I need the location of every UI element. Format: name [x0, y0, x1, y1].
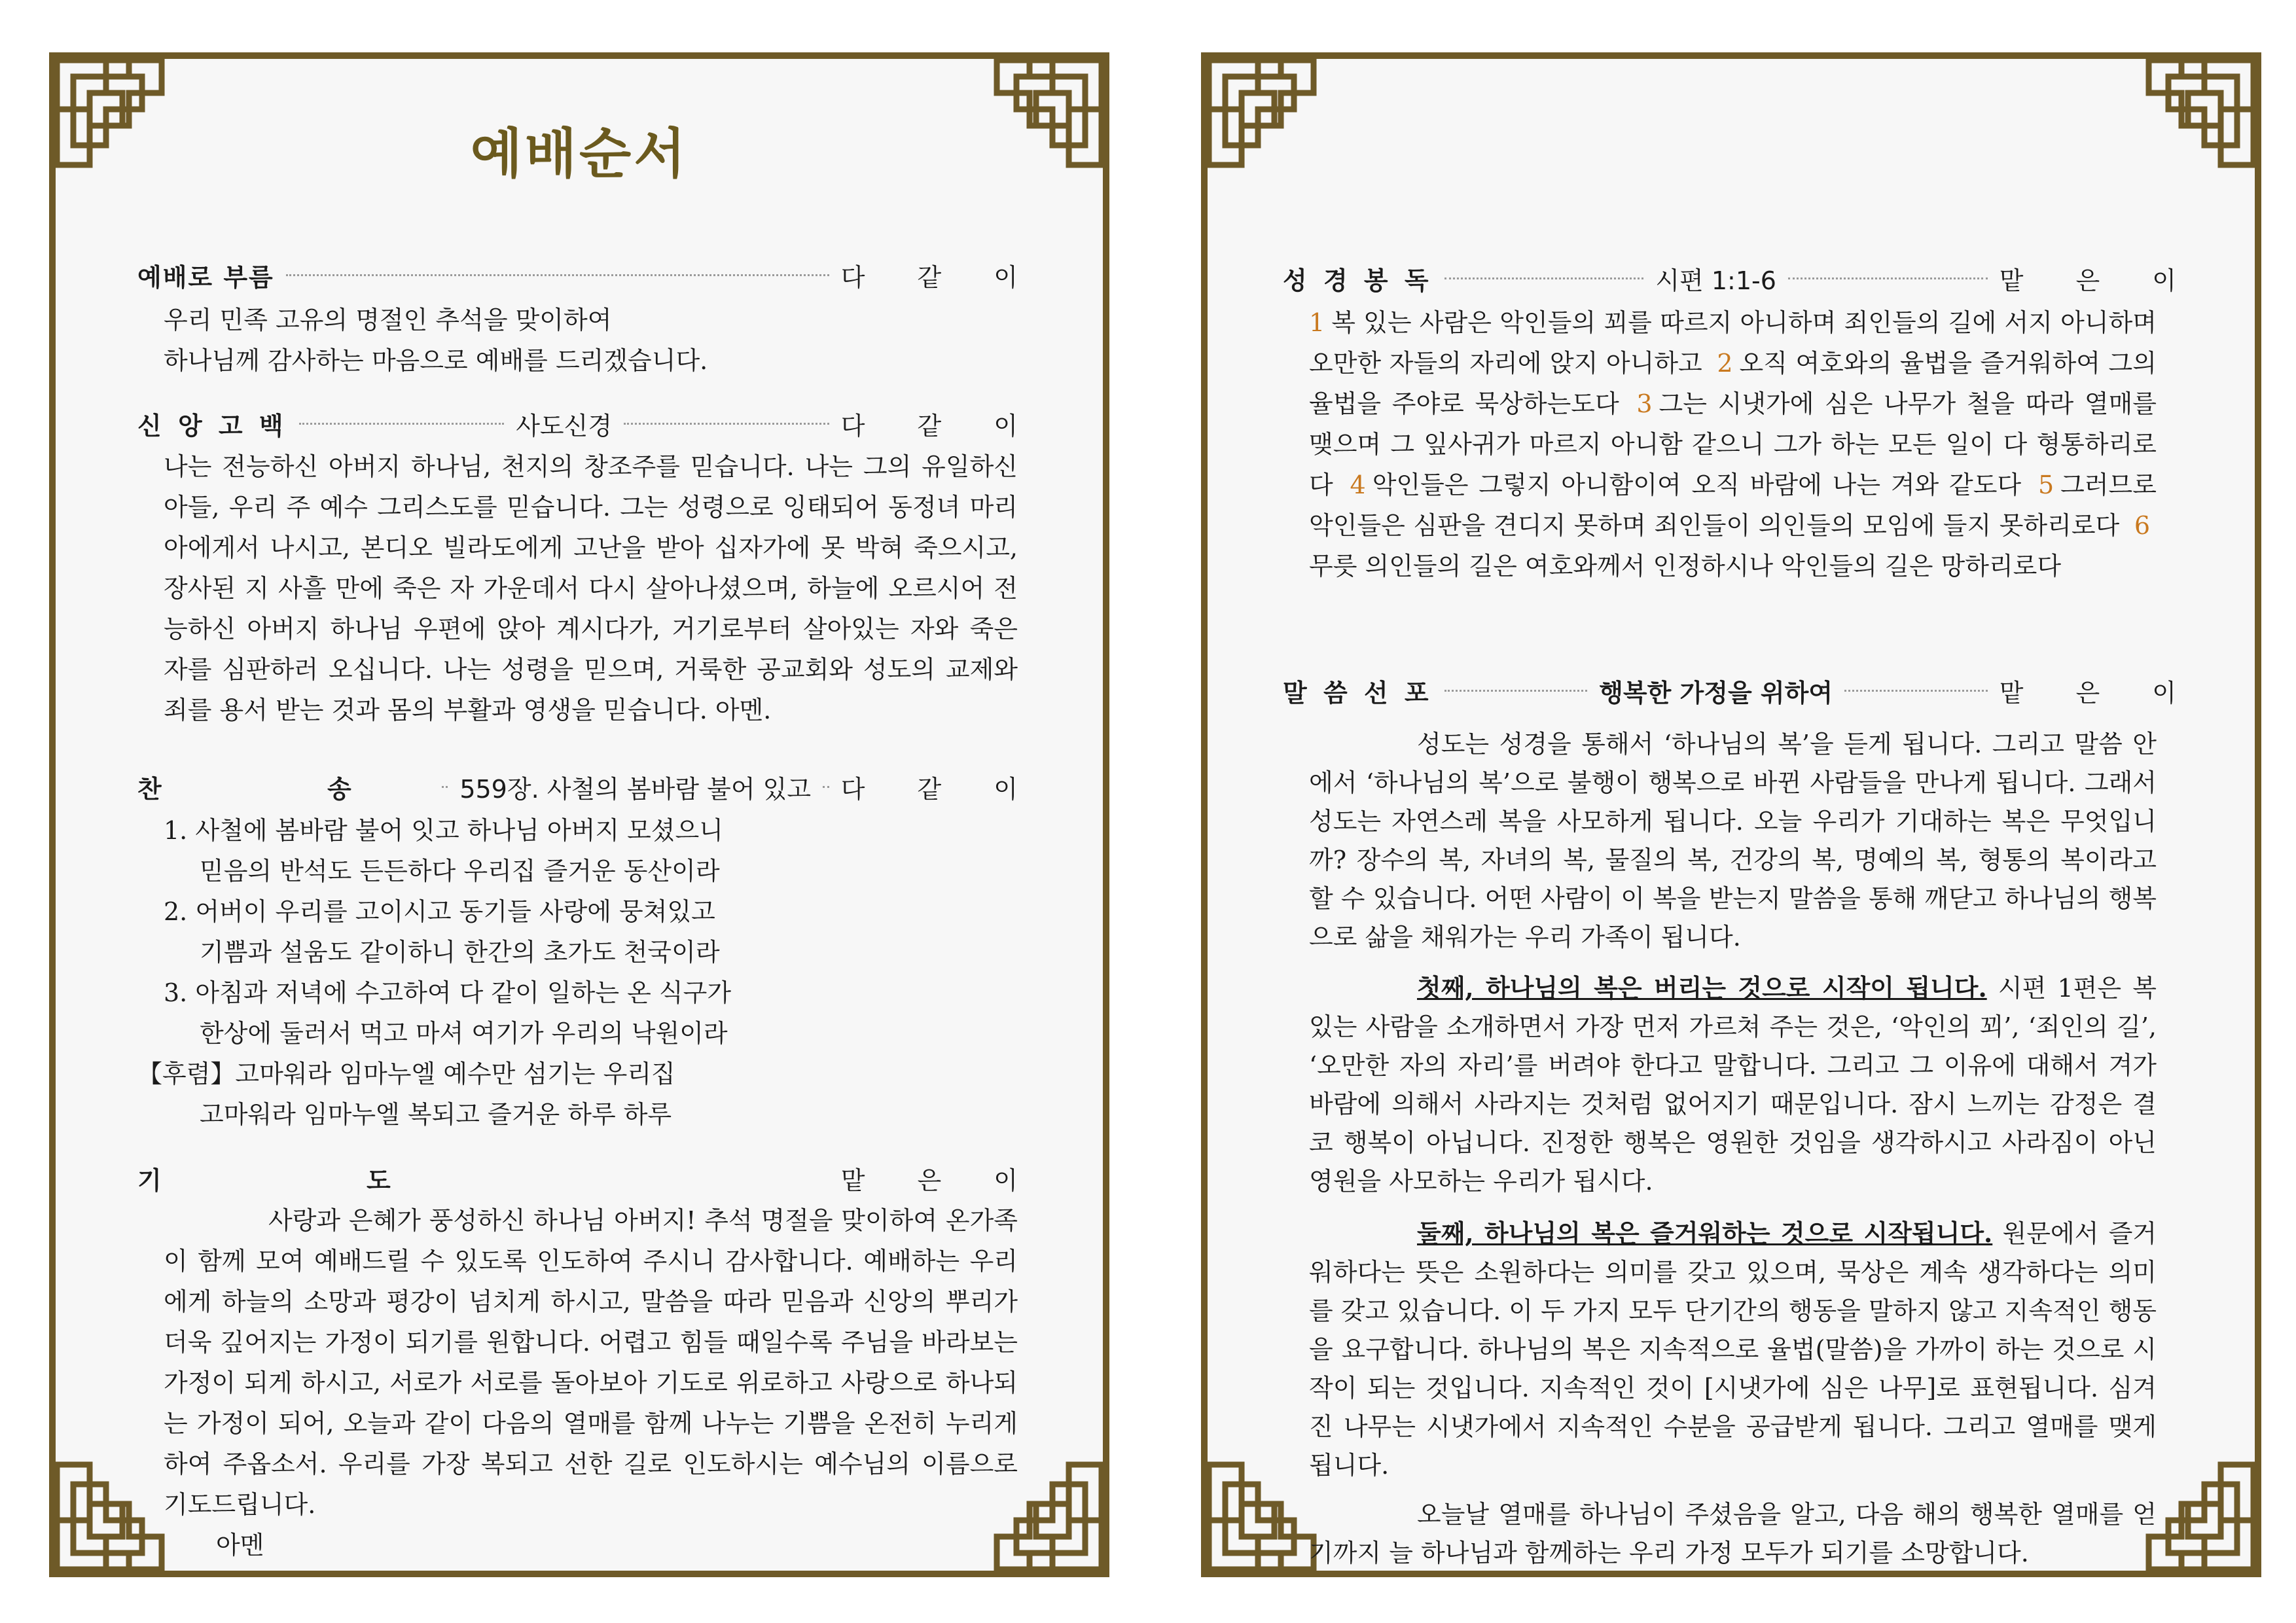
verse-number: 4	[1350, 471, 1366, 499]
hymn-line: 믿음의 반석도 든든하다 우리집 즐거운 동산이라	[200, 857, 720, 885]
sermon-title: 행복한 가정을 위하여	[1599, 678, 1833, 707]
verse-number: 2	[1717, 349, 1733, 378]
section-leader: 다 같 이	[840, 411, 1041, 440]
right-page	[1201, 52, 2261, 1577]
sermon-conclusion: 오늘날 열매를 하나님이 주셨음을 알고, 다음 해의 행복한 열매를 얻기까지 늘 하나님과 함께하는 우리 가정 모두가 되기를 소망합니다.	[1309, 1500, 2157, 1567]
dot-leader	[624, 423, 829, 425]
section-leader: 맡 은 이	[1999, 266, 2198, 295]
corner-ornament-icon	[2136, 47, 2267, 178]
verse-text: 복 있는 사람은 악인들의 꾀를 따르지 아니하며 죄인들의 길에 서지 아니하며 오만한 자들의 자리에 앉지 아니하고	[1309, 308, 2157, 378]
hymn-line: 기쁨과 설움도 같이하니 한간의 초가도 천국이라	[200, 938, 720, 967]
point-heading: 첫째, 하나님의 복은 버리는 것으로 시작이 됩니다.	[1417, 973, 1987, 1003]
section-label: 예배로 부름	[137, 262, 274, 292]
scripture-heading	[1283, 259, 2198, 298]
call-to-worship-heading	[137, 255, 1040, 294]
dot-leader	[1788, 277, 1988, 279]
sermon-intro: 성도는 성경을 통해서 ‘하나님의 복’을 듣게 됩니다. 그리고 말씀 안에서 ‘하나님의 복’으로 불행이 행복으로 바뀐 사람들을 만나게 됩니다. 그래서 성도는 자연스레 복을 사모하게 됩니다. 오늘 우리가 기대하는 복은 무엇입니까? 장수의 복, 자녀의 복, 물질의 복, 건강의 복, 명예의 복, 형통의 복이라고 할 수 있습니다. 어떤 사람이 이 복을 받는지 말씀을 통해 깨닫고 하나님의 행복으로 삶을 채워가는 우리 가족이 됩니다.	[1309, 730, 2157, 952]
point-heading: 둘째, 하나님의 복은 즐거워하는 것으로 시작됩니다.	[1417, 1219, 1993, 1248]
dot-leader	[286, 274, 829, 276]
section-title: 사도신경	[516, 411, 613, 440]
verse-number: 1	[1309, 308, 1325, 337]
corner-ornament-icon	[1196, 47, 1327, 178]
section-leader: 다 같 이	[840, 774, 1041, 804]
verse-text: 그러므로 악인들은 심판을 견디지 못하며 죄인들이 의인들의 모임에 들지 못하리로다	[1309, 471, 2157, 540]
hymn-line: 고마워라 임마누엘 복되고 즐거운 하루 하루	[200, 1100, 672, 1129]
section-leader: 맡 은 이	[840, 1166, 1040, 1195]
scripture-text	[1309, 302, 2157, 586]
verse-number: 3	[1636, 389, 1653, 418]
dot-leader	[1444, 690, 1588, 692]
call-line: 하나님께 감사하는 마음으로 예배를 드리겠습니다.	[164, 346, 708, 375]
section-leader: 맡 은 이	[1999, 678, 2199, 707]
creed-heading	[137, 404, 1041, 443]
section-label: 신 앙 고 백	[137, 411, 287, 440]
dot-leader	[442, 786, 448, 788]
left-page	[49, 52, 1109, 1577]
section-title: 559장. 사철의 봄바람 불어 있고	[459, 774, 812, 804]
verse-text: 악인들은 그렇지 아니함이여 오직 바람에 나는 겨와 같도다	[1372, 471, 2022, 499]
hymn-heading	[137, 767, 1041, 806]
section-leader: 다 같 이	[840, 262, 1040, 292]
point-text: 원문에서 즐거워하다는 뜻은 소원하다는 의미를 갖고 있으며, 묵상은 계속 생각하다는 의미를 갖고 있습니다. 이 두 가지 모두 단기간의 행동을 말하지 않고 지속적인 행동을 요구합니다. 하나님의 복은 지속적으로 율법(말씀)을 가까이 하는 것으로 시작이 되는 것입니다. 지속적인 것이 [시냇가에 심은 나무]로 표현됩니다. 심겨진 나무는 시냇가에서 지속적인 수분을 공급받게 됩니다. 그리고 열매를 맺게 됩니다.	[1309, 1219, 2157, 1480]
sermon-point-1	[1309, 969, 2157, 1201]
corner-ornament-icon	[44, 1452, 175, 1582]
dot-leader	[823, 786, 829, 788]
prayer-amen: 아멘	[216, 1531, 264, 1560]
dot-leader	[1844, 690, 1988, 692]
verse-text: 무릇 의인들의 길은 여호와께서 인정하시나 악인들의 길은 망하리로다	[1309, 552, 2062, 580]
corner-ornament-icon	[1196, 1452, 1327, 1582]
call-line: 우리 민족 고유의 명절인 추석을 맞이하여	[164, 306, 612, 334]
sermon-heading	[1283, 671, 2199, 710]
hymn-line: 3. 아침과 저녁에 수고하여 다 같이 일하는 온 식구가	[164, 978, 732, 1007]
section-label: 성 경 봉 독	[1283, 266, 1433, 295]
sermon-point-2	[1309, 1214, 2157, 1485]
verse-number: 5	[2037, 471, 2054, 499]
page-title: 예배순서	[470, 123, 689, 185]
section-label: 기 도	[137, 1166, 489, 1195]
verse-text: 오직 여호와의 율법을 즐거워하여 그의 율법을 주야로 묵상하는도다	[1309, 349, 2157, 418]
prayer-heading	[137, 1158, 1040, 1198]
prayer-text: 사랑과 은혜가 풍성하신 하나님 아버지! 추석 명절을 맞이하여 온가족이 함께 모여 예배드릴 수 있도록 인도하여 주시니 감사합니다. 예배하는 우리에게 하늘의 소망과 평강이 넘치게 하시고, 말씀을 따라 믿음과 신앙의 뿌리가 더욱 깊어지는 가정이 되기를 원합니다. 어렵고 힘들 때일수록 주님을 바라보는 가정이 되게 하시고, 서로가 서로를 돌아보아 기도로 위로하고 사랑으로 하나되는 가정이 되어, 오늘과 같이 다음의 열매를 함께 나누는 기쁨을 온전히 누리게 하여 주옵소서. 우리를 가장 복되고 선한 길로 인도하시는 예수님의 이름으로 기도드립니다.	[164, 1206, 1018, 1519]
hymn-line: 【후렴】고마워라 임마누엘 예수만 섬기는 우리집	[137, 1060, 675, 1088]
hymn-line: 한상에 둘러서 먹고 마셔 여기가 우리의 낙원이라	[200, 1019, 728, 1048]
hymn-line: 2. 어버이 우리를 고이시고 동기들 사랑에 뭉쳐있고	[164, 897, 715, 926]
section-label: 말 씀 선 포	[1283, 678, 1433, 707]
hymn-line: 1. 사철에 봄바람 불어 잇고 하나님 아버지 모셨으니	[164, 816, 723, 845]
dot-leader	[1444, 277, 1644, 279]
scripture-reference: 시편 1:1-6	[1655, 266, 1776, 295]
dot-leader	[299, 423, 505, 425]
creed-text: 나는 전능하신 아버지 하나님, 천지의 창조주를 믿습니다. 나는 그의 유일하신 아들, 우리 주 예수 그리스도를 믿습니다. 그는 성령으로 잉태되어 동정녀 마리아에게서 나시고, 본디오 빌라도에게 고난을 받아 십자가에 못 박혀 죽으시고, 장사된 지 사흘 만에 죽은 자 가운데서 다시 살아나셨으며, 하늘에 오르시어 전능하신 아버지 하나님 우편에 앉아 계시다가, 거기로부터 살아있는 자와 죽은 자를 심판하러 오십니다. 나는 성령을 믿으며, 거룩한 공교회와 성도의 교제와 죄를 용서 받는 것과 몸의 부활과 영생을 믿습니다. 아멘.	[164, 452, 1018, 724]
verse-text: 그는 시냇가에 심은 나무가 철을 따라 열매를 맺으며 그 잎사귀가 마르지 아니함 같으니 그가 하는 모든 일이 다 형통하리로다	[1309, 389, 2157, 499]
section-label: 찬 송	[137, 774, 430, 804]
point-text: 시편 1편은 복 있는 사람을 소개하면서 가장 먼저 가르쳐 주는 것은, ‘악인의 꾀’, ‘죄인의 길’, ‘오만한 자의 자리’를 버려야 한다고 말합니다. 그리고 그 이유에 대해서 겨가 바람에 의해서 사라지는 것처럼 없어지기 때문입니다. 잠시 느끼는 감정은 결코 행복이 아닙니다. 진정한 행복은 영원한 것임을 생각하시고 사라짐이 아닌 영원을 사모하는 우리가 됩시다.	[1309, 974, 2157, 1196]
verse-number: 6	[2134, 511, 2150, 540]
